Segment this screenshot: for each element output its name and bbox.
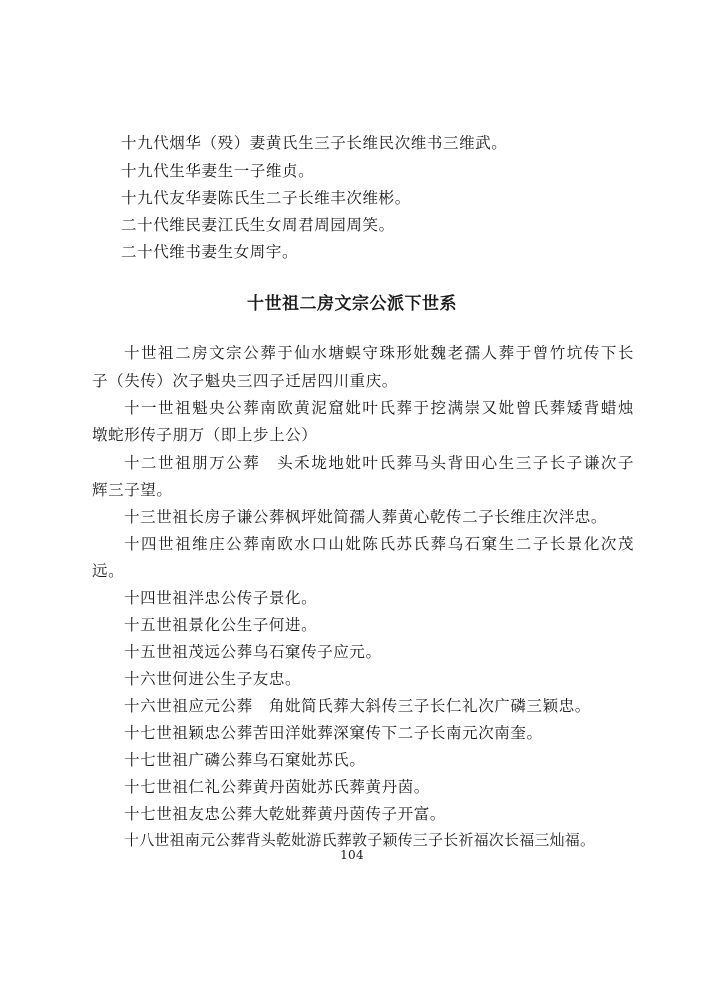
text-line: 二十代维书妻生女周宇。 [121,243,299,261]
section-title: 十世祖二房文宗公派下世系 [247,294,457,314]
paragraph-line: 十七世祖颖忠公葬苦田洋妣葬深窠传下二子长南元次南奎。 [124,724,543,742]
paragraph-line: 十五世祖茂远公葬乌石窠传子应元。 [124,643,382,661]
paragraph-line: 十七世祖仁礼公葬黄丹茵妣苏氏葬黄丹茵。 [124,778,430,796]
paragraph-line: 十七世祖友忠公葬大乾妣葬黄丹茵传子开富。 [124,805,447,823]
paragraph-line: 十六世何进公生子友忠。 [124,670,302,688]
paragraph-line: 十七世祖广磷公葬乌石窠妣苏氏。 [124,751,366,769]
paragraph-line: 十八世祖南元公葬背头乾妣游氏葬敦子颖传三子长祈福次长福三灿福。 [124,831,596,849]
text-line: 十九代友华妻陈氏生二子长维丰次维彬。 [121,189,411,207]
paragraph-line: 十四世祖维庄公葬南欧水口山妣陈氏苏氏葬乌石窠生二子长景化次茂 [124,535,634,553]
text-line: 十九代烟华（殁）妻黄氏生三子长维民次维书三维武。 [121,134,508,152]
paragraph-line: 远。 [92,562,125,580]
paragraph-line: 十一世祖魁央公葬南欧黄泥窟妣叶氏葬于挖满崇又妣曾氏葬矮背蜡烛 [124,399,634,417]
text-line: 二十代维民妻江氏生女周君周园周笑。 [121,216,395,234]
text-line: 十九代生华妻生一子维贞。 [121,162,315,180]
paragraph-line: 墩蛇形传子朋万（即上步上公） [92,426,318,444]
paragraph-line: 辉三子望。 [92,481,173,499]
paragraph-line: 十四世祖泮忠公传子景化。 [124,589,318,607]
paragraph-line: 十六世祖应元公葬 角妣简氏葬大斜传三子长仁礼次广磷三颖忠。 [124,697,591,715]
paragraph-line: 十三世祖长房子谦公葬枫坪妣简孺人葬黄心乾传二子长维庄次泮忠。 [124,508,608,526]
page-number: 104 [340,848,364,862]
paragraph-line: 子（失传）次子魁央三四子迁居四川重庆。 [92,372,398,390]
paragraph-line: 十五世祖景化公生子何进。 [124,616,318,634]
paragraph-line: 十世祖二房文宗公葬于仙水塘蜈守珠形妣魏老孺人葬于曾竹坑传下长 [124,344,634,362]
paragraph-line: 十二世祖朋万公葬 头禾垅地妣叶氏葬马头背田心生三子长子谦次子 [124,454,634,472]
